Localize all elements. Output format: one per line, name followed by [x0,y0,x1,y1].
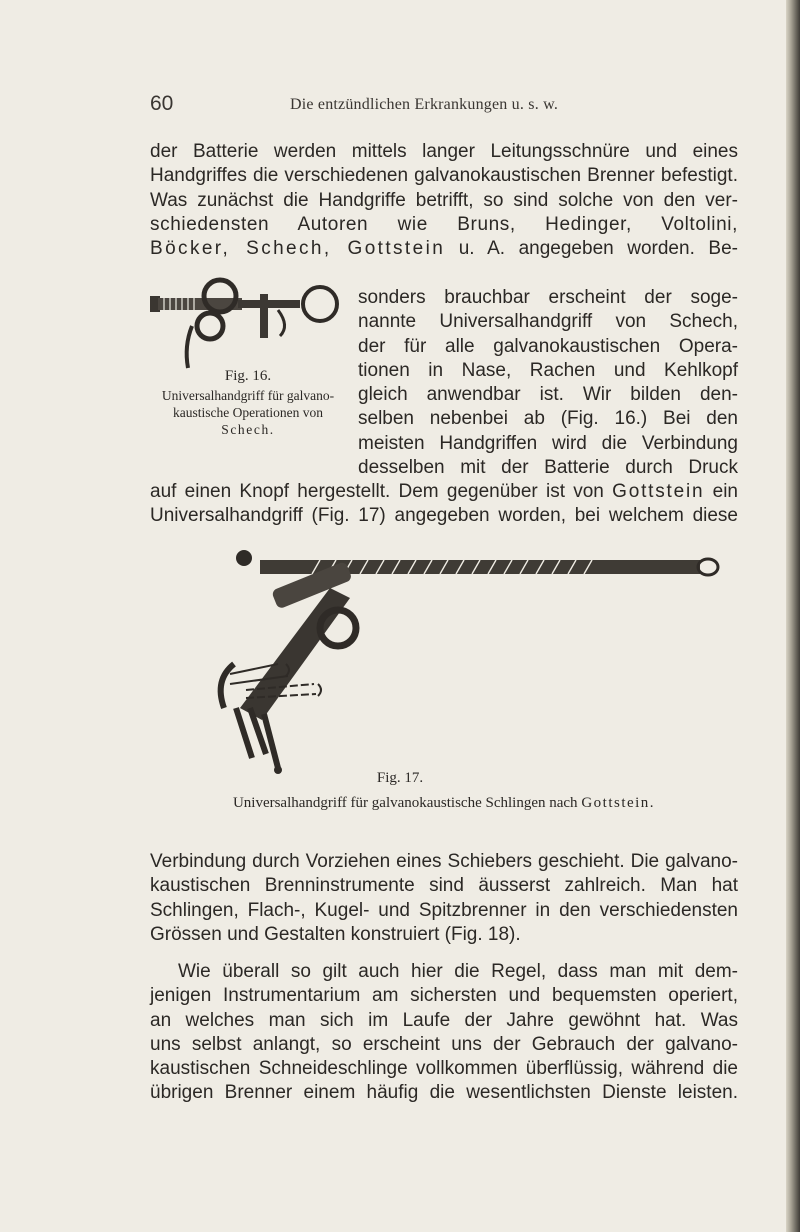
author-name: Gottstein [612,481,705,502]
caption-line: kaustische Operationen von [173,405,323,420]
text-line: kaustischen Schneideschlinge vollkommen überflüssig, während die [150,1058,738,1080]
text-line: der Batterie werden mittels langer Leitungsschnüre und eines [150,141,738,162]
figure-16-illustration [150,276,346,376]
caption-text: Universalhandgriff für galvanokaustische Schlingen nach [232,795,582,811]
text-line: kaustischen Brenninstrumente sind äusserst zahlreich. Man hat [150,875,738,897]
caption-line: Universalhandgriff für galvano- [161,388,335,403]
text-line: meisten Handgriffen wird die Verbindung [358,432,738,454]
text-fragment: u. A. angegeben worden. Be- [445,238,738,260]
text-line: selben nebenbei ab (Fig. 16.) Bei den [358,408,738,430]
page-number: 60 [150,92,174,115]
text-fragment: auf einen Knopf hergestellt. Dem gegenüber ist von [150,481,613,502]
caption-author: Gottstein. [581,795,656,811]
text-line: an welches man sich im Laufe der Jahre gewöhnt hat. Was [150,1009,738,1031]
paragraph-3 [150,960,738,1106]
page-header [150,92,750,116]
text-line: uns selbst anlangt, so erscheint uns der Gebrauch der galvano- [150,1033,738,1055]
text-line: Wie überall so gilt auch hier die Regel, dass man mit dem- [178,961,738,982]
text-line: übrigen Brenner einem häufig die wesentlichsten Dienste leisten. [150,1082,738,1104]
paragraph-2 [150,850,738,947]
author-names: Böcker, Schech, Gottstein [150,238,446,260]
paragraph-1 [150,140,738,261]
text-line: tionen in Nase, Rachen und Kehlkopf [358,359,738,381]
text-line: Schlingen, Flach-, Kugel- und Spitzbrenner in den verschiedensten [150,899,738,921]
wrapped-text-column [358,286,738,480]
text-line: desselben mit der Batterie durch Druck [358,457,738,479]
text-line: der für alle galvanokaustischen Opera- [358,335,738,357]
caption-author: Schech. [221,422,275,437]
text-line: Handgriffes die verschiedenen galvanokaustischen Brenner befestigt. [150,165,738,187]
running-head: Die entzündlichen Erkrankungen u. s. w. [290,96,559,113]
text-line: gleich anwendbar ist. Wir bilden den- [358,384,738,406]
figure-17-illustration [200,548,720,778]
figure-16-label: Fig. 16. [224,368,272,384]
figure-17-label: Fig. 17. [376,770,424,786]
text-line: Verbindung durch Vorziehen eines Schiebers geschieht. Die galvano- [150,851,738,872]
text-line: Grössen und Gestalten konstruiert (Fig. 18). [150,923,521,945]
text-line: nannte Universalhandgriff von Schech, [358,311,738,333]
figure-17-caption [150,795,738,812]
text-line [150,237,738,261]
text-line: Universalhandgriff (Fig. 17) angegeben worden, bei welchem diese [150,505,738,527]
text-line: schiedensten Autoren wie Bruns, Hedinger, Voltolini, [150,213,738,235]
text-line: Was zunächst die Handgriffe betrifft, so sind solche von den ver- [150,189,738,211]
paragraph-1-continued [150,480,738,529]
page-edge-shadow [786,0,800,1232]
text-fragment: ein [704,481,738,502]
figure-16-caption [150,368,346,438]
text-line: jenigen Instrumentarium am sichersten und bequemsten operiert, [150,985,738,1007]
text-line: sonders brauchbar erscheint der soge- [358,287,738,308]
text-line [150,480,738,504]
